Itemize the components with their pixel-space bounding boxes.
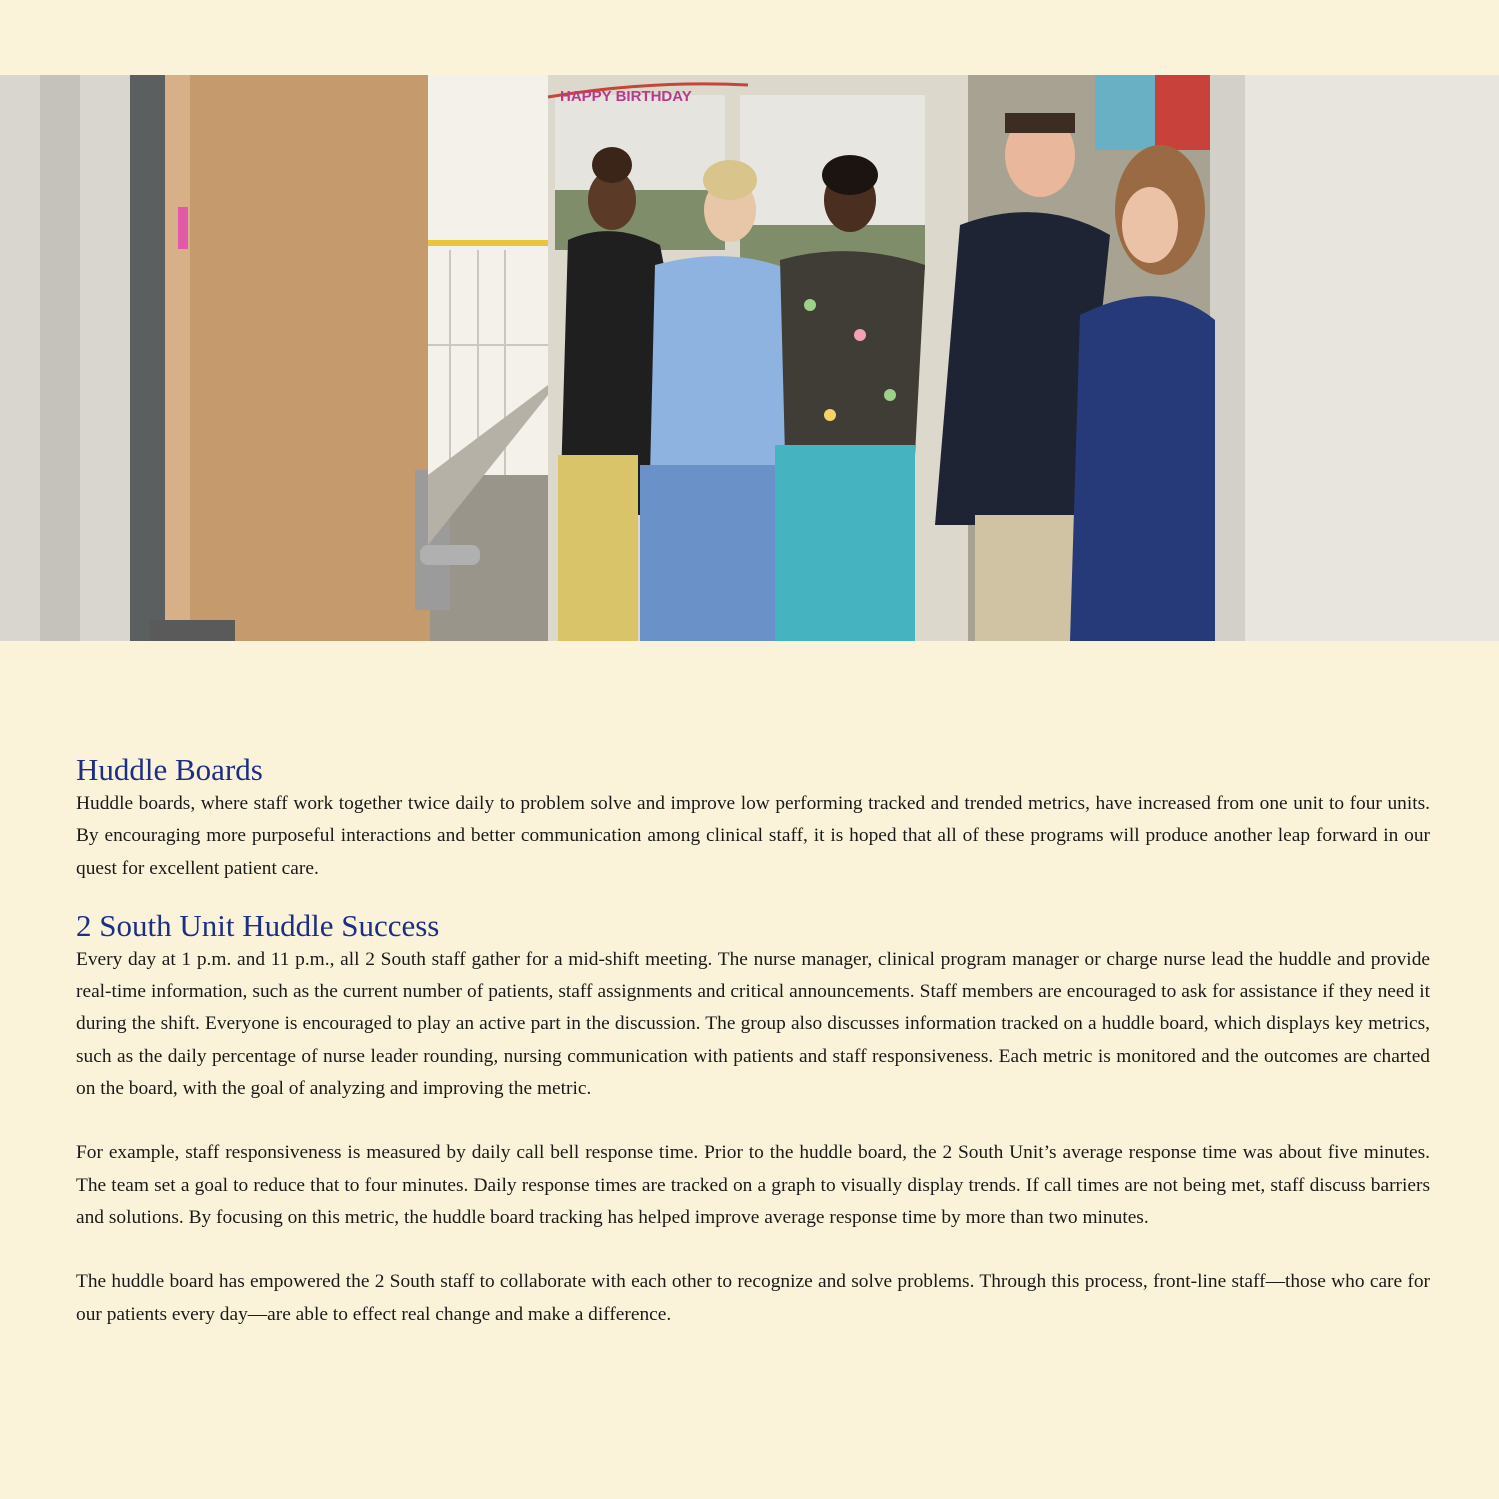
huddle-photo: [0, 75, 1499, 641]
two-south-paragraph-1: Every day at 1 p.m. and 11 p.m., all 2 South staff gather for a mid-shift meeting. The nurse manager, clinical program manager or charge nurse lead the huddle and provide real-time information, such as the current number of patients, staff assignments and critical announcements. Staff members are encouraged to ask for assistance if they need it during the shift. Everyone is encouraged to play an active part in the discussion. The group also discusses information tracked on a huddle board, which displays key metrics, such as the daily percentage of nurse leader rounding, nursing communication with patients and staff responsiveness. Each metric is monitored and the outcomes are charted on the board, with the goal of analyzing and improving the metric.: [76, 948, 1430, 1100]
huddle-photo-illustration: [0, 75, 1499, 641]
huddle-boards-paragraph: Huddle boards, where staff work together twice daily to problem solve and improve low performing tracked and trended metrics, have increased from one unit to four units. By encouraging more purposeful interactions and better communication among clinical staff, it is hoped that all of these programs will produce another leap forward in our quest for excellent patient care.: [76, 793, 1430, 879]
two-south-paragraph-2: For example, staff responsiveness is measured by daily call bell response time. Prior to the huddle board, the 2 South Unit’s average response time was about five minutes. The team set a goal to reduce that to four minutes. Daily response times are tracked on a graph to visually display trends. If call times are not being met, staff discuss barriers and solutions. By focusing on this metric, the huddle board tracking has helped improve average response time by more than two minutes.: [76, 1142, 1430, 1228]
two-south-paragraph-3: The huddle board has empowered the 2 South staff to collaborate with each other to recognize and solve problems. Through this process, front-line staff—those who care for our patients every day—are able to effect real change and make a difference.: [76, 1271, 1430, 1325]
birthday-banner: HAPPY BIRTHDAY: [560, 88, 692, 105]
section-heading-huddle-boards: Huddle Boards: [76, 752, 263, 787]
article-body: [76, 752, 1430, 1331]
section-heading-2-south: 2 South Unit Huddle Success: [76, 907, 440, 943]
